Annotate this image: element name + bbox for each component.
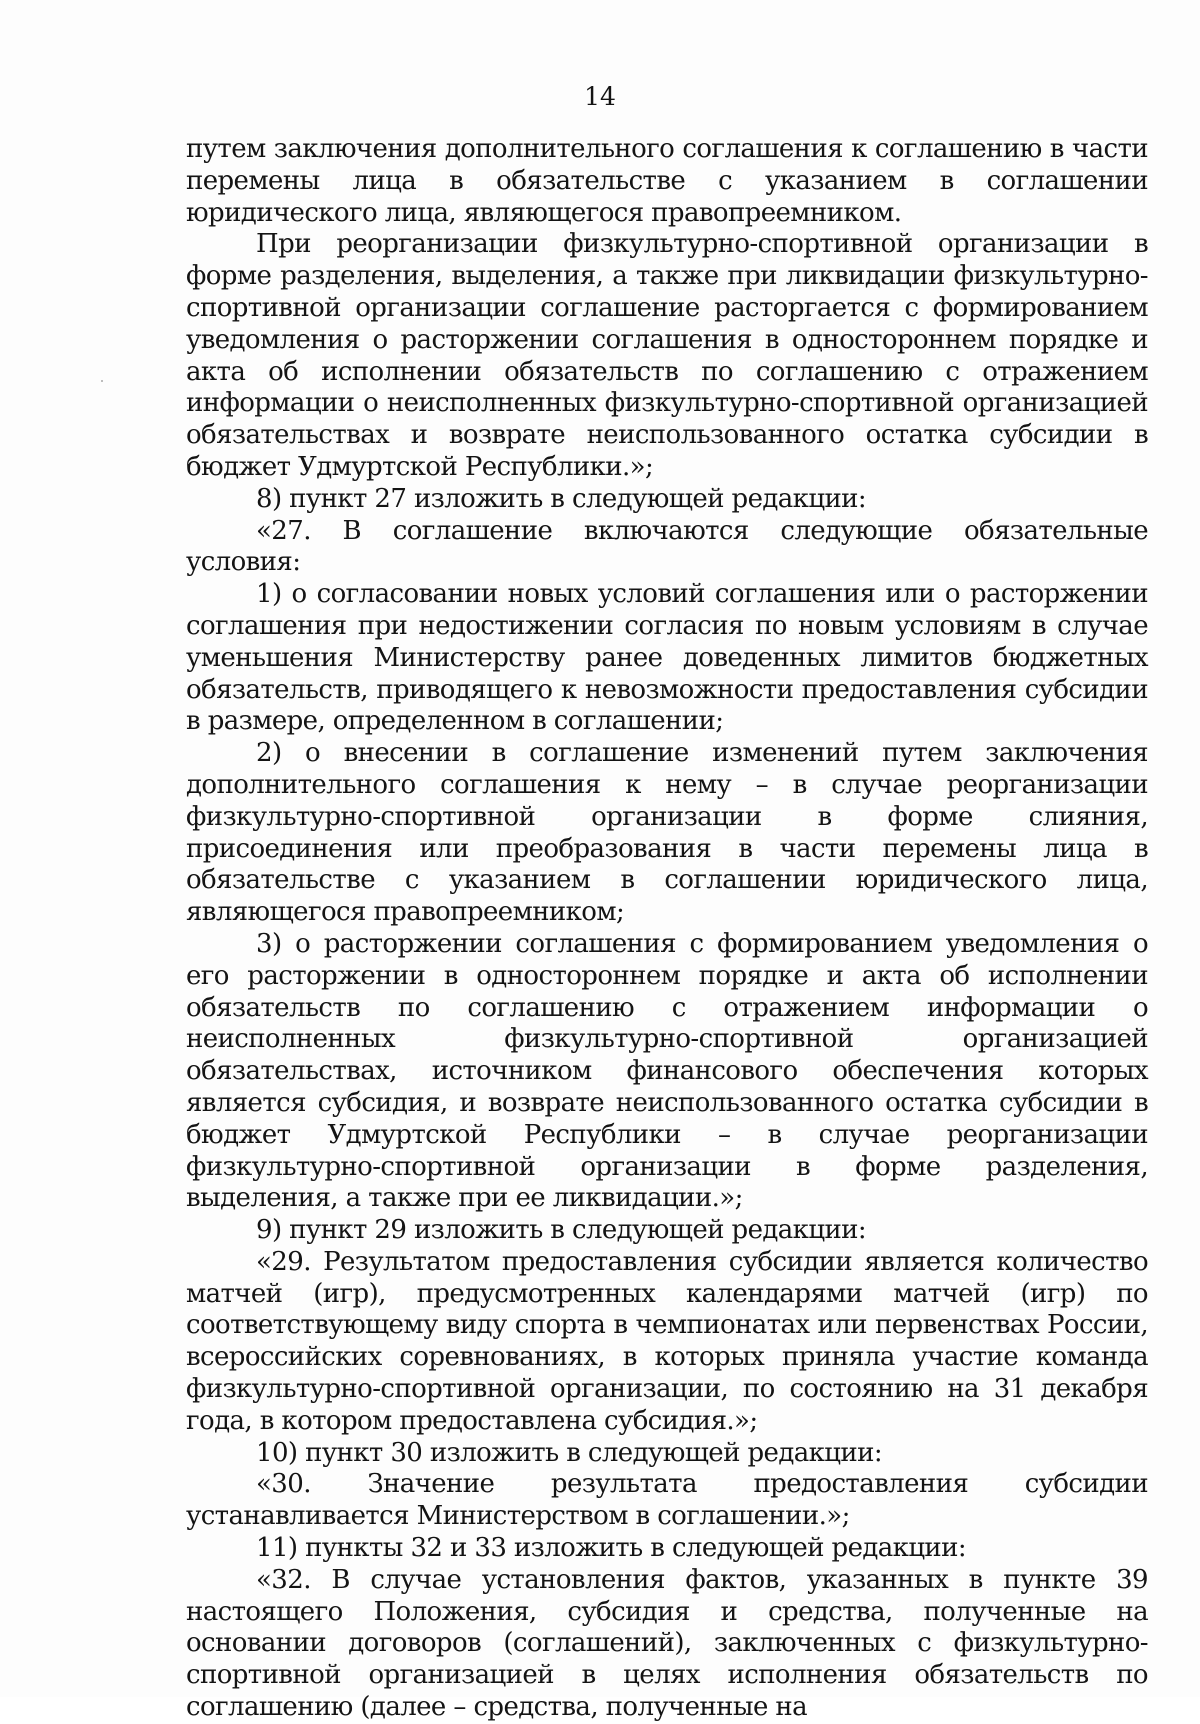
paragraph-condition-3: 3) о расторжении соглашения с формированием уведомления о его расторжении в одностороннем порядке и акта об исполнении обязательств по соглашению с отражением информации о неисполненных физкультурно-спортивной организацией обязательствах, источником финансового обеспечения которых является субсидия, и возврате неиспользованного остатка субсидии в бюджет Удмуртской Республики – в случае реорганизации физкультурно-спортивной организации в форме разделения, выделения, а также при ее ликвидации.»; [186,928,1148,1214]
paragraph-condition-2: 2) о внесении в соглашение изменений путем заключения дополнительного соглашения к нему – в случае реорганизации физкультурно-спортивной организации в форме слияния, присоединения или преобразования в части перемены лица в обязательстве с указанием в соглашении юридического лица, являющегося правопреемником; [186,738,1148,928]
paragraph-clause-29: «29. Результатом предоставления субсидии является количество матчей (игр), предусмотренных календарями матчей (игр) по соответствующему виду спорта в чемпионатах или первенствах России, всероссийских соревнованиях, в которых приняла участие команда физкультурно-спортивной организации, по состоянию на 31 декабря года, в котором предоставлена субсидия.»; [186,1246,1148,1436]
paragraph-amendment-10: 10) пункт 30 изложить в следующей редакции: [256,1437,883,1468]
paragraph-reorganization-division: При реорганизации физкультурно-спортивной организации в форме разделения, выделения, а также при ликвидации физкультурно-спортивной организации соглашение расторгается с формированием уведомления о расторжении соглашения в одностороннем порядке и акта об исполнении обязательств по соглашению с отражением информации о неисполненных физкультурно-спортивной организацией обязательствах и возврате неиспользованного остатка субсидии в бюджет Удмуртской Республики.»; [186,229,1148,482]
paragraph-amendment-8: 8) пункт 27 изложить в следующей редакции: [256,483,867,514]
scan-speck [101,380,103,382]
paragraph-continuation: путем заключения дополнительного соглашения к соглашению в части перемены лица в обязательстве с указанием в соглашении юридического лица, являющегося правопреемником. [186,134,1148,228]
paragraph-clause-32: «32. В случае установления фактов, указанных в пункте 39 настоящего Положения, субсидия и средства, полученные на основании договоров (соглашений), заключенных с физкультурно-спортивной организацией в целях исполнения обязательств по соглашению (далее – средства, полученные на [186,1564,1148,1723]
paragraph-clause-27: «27. В соглашение включаются следующие обязательные условия: [186,515,1148,578]
document-body [186,134,1148,1724]
paragraph-amendment-9: 9) пункт 29 изложить в следующей редакции: [256,1215,867,1246]
paragraph-clause-30: «30. Значение результата предоставления субсидии устанавливается Министерством в соглашении.»; [186,1469,1148,1532]
paragraph-condition-1: 1) о согласовании новых условий соглашения или о расторжении соглашения при недостижении согласия по новым условиям в случае уменьшения Министерству ранее доведенных лимитов бюджетных обязательств, приводящего к невозможности предоставления субсидии в размере, определенном в соглашении; [186,579,1148,737]
paragraph-amendment-11: 11) пункты 32 и 33 изложить в следующей редакции: [256,1533,967,1564]
page-number: 14 [584,82,616,111]
